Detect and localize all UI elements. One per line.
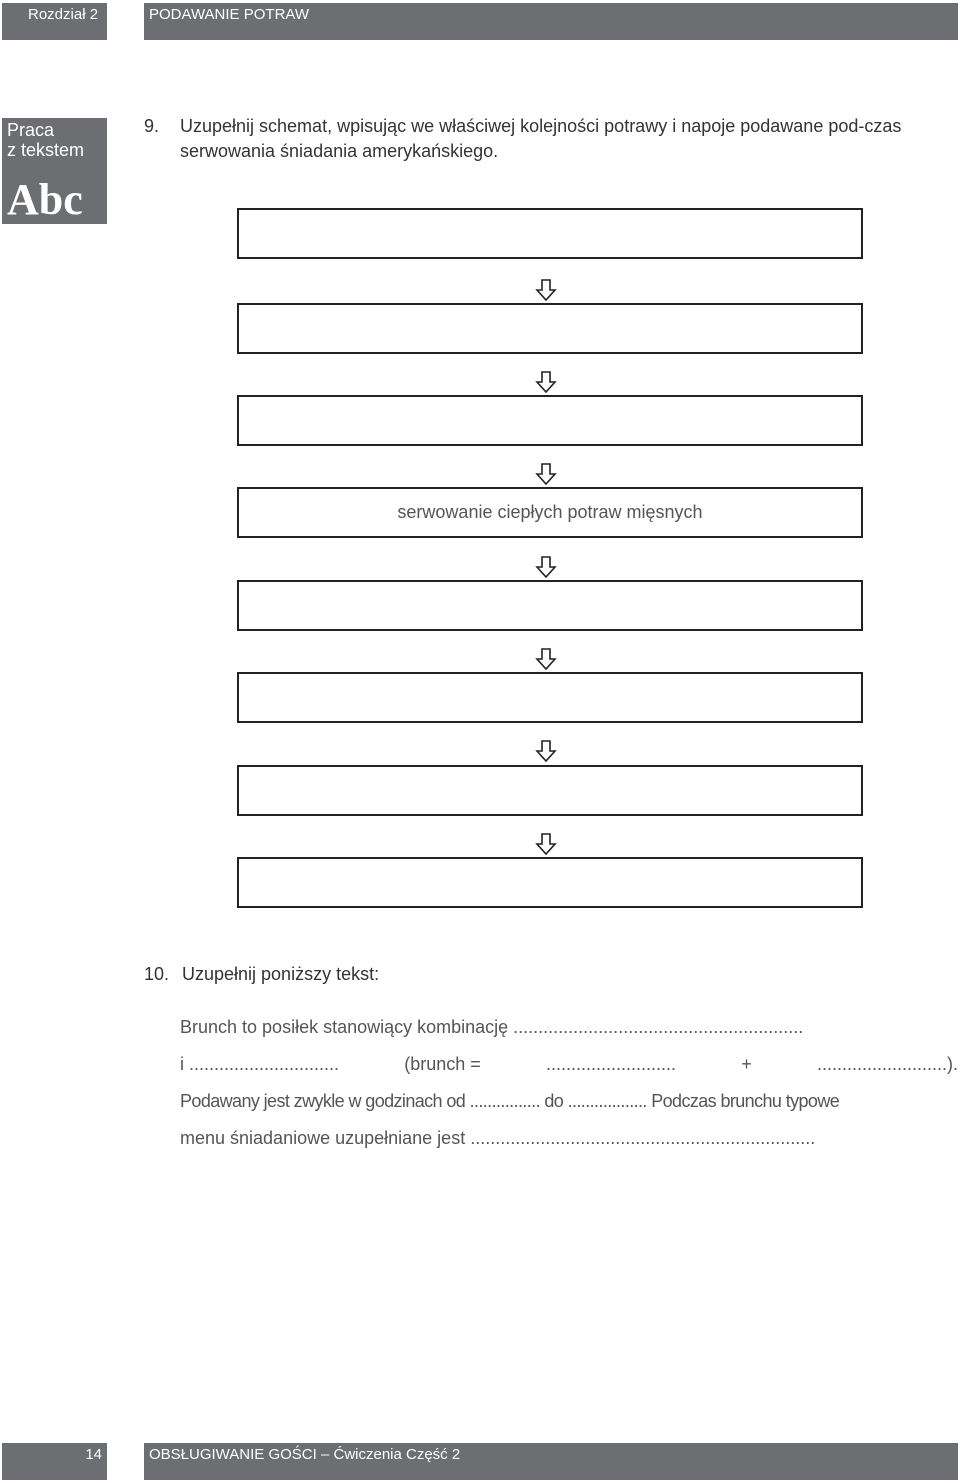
schema-box-5[interactable] — [237, 580, 863, 631]
tab-label-line1: Praca — [7, 120, 55, 140]
schema-box-6[interactable] — [237, 672, 863, 723]
down-arrow-icon — [535, 740, 557, 762]
page-number: 14 — [2, 1443, 107, 1480]
down-arrow-icon — [535, 463, 557, 485]
fill-line-3[interactable]: Podawany jest zwykle w godzinach od ................ do .................. Podczas brunchu typowe — [180, 1091, 840, 1111]
footer-title: OBSŁUGIWANIE GOŚCI – Ćwiczenia Część 2 — [144, 1443, 958, 1480]
fill-line-2[interactable] — [180, 1046, 958, 1083]
fill-line-1[interactable]: Brunch to posiłek stanowiący kombinację .......................................................... — [180, 1017, 804, 1037]
schema-box-2[interactable] — [237, 303, 863, 354]
task-instruction: Uzupełnij poniższy tekst: — [182, 964, 380, 984]
schema-box-4: serwowanie ciepłych potraw mięsnych — [237, 487, 863, 538]
task-number: 9. — [144, 116, 160, 136]
work-with-text-tab — [2, 118, 107, 224]
fill-segment: i .............................. — [180, 1054, 340, 1074]
task-number: 10. — [144, 964, 170, 984]
down-arrow-icon — [535, 833, 557, 855]
down-arrow-icon — [535, 648, 557, 670]
fill-segment: (brunch = — [404, 1054, 481, 1074]
fill-segment: + — [741, 1054, 752, 1074]
tab-label-line2: z tekstem — [7, 140, 85, 160]
fill-line-4[interactable]: menu śniadaniowe uzupełniane jest ..................................................................... — [180, 1128, 816, 1148]
schema-box-7[interactable] — [237, 765, 863, 816]
fill-segment: .......................... — [545, 1054, 677, 1074]
down-arrow-icon — [535, 371, 557, 393]
abc-logo-icon: Abc — [7, 175, 83, 224]
task-instruction: Uzupełnij schemat, wpisując we właściwej kolejności potrawy i napoje podawane pod-czas serwowania śniadania amerykańskiego. — [180, 116, 902, 161]
fill-in-text — [180, 1009, 958, 1157]
down-arrow-icon — [535, 556, 557, 578]
fill-segment: ..........................). — [816, 1054, 958, 1074]
schema-box-1[interactable] — [237, 208, 863, 259]
schema-box-3[interactable] — [237, 395, 863, 446]
section-title: PODAWANIE POTRAW — [144, 3, 958, 40]
schema-box-8[interactable] — [237, 857, 863, 908]
chapter-label: Rozdział 2 — [2, 3, 107, 40]
down-arrow-icon — [535, 279, 557, 301]
